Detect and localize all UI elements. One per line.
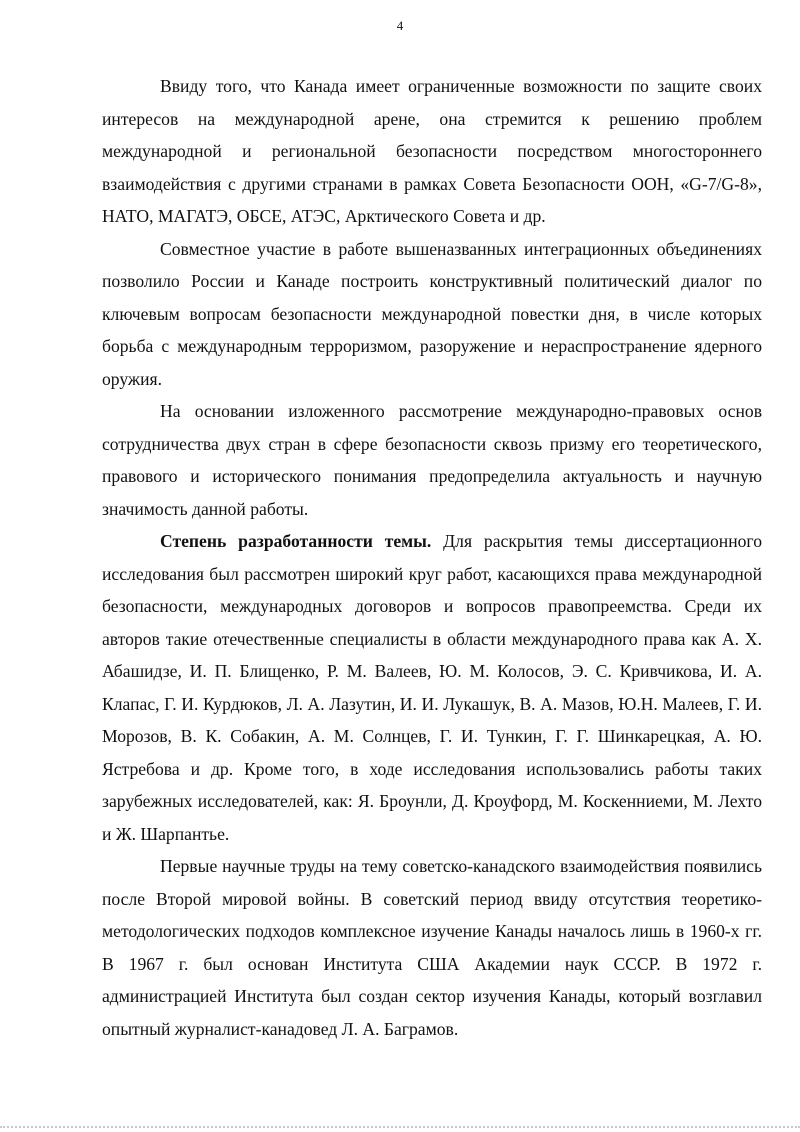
paragraph: [102, 233, 762, 396]
page-number: 4: [396, 18, 404, 33]
section-heading: Степень разработанности темы.: [160, 531, 432, 551]
paragraph-text: На основании изложенного рассмотрение международно-правовых основ сотрудничества двух стран в сфере безопасности сквозь призму его теоретического, правового и исторического понимания предопределила актуальность и научную значимость данной работы.: [102, 401, 762, 519]
paragraph-text: Первые научные труды на тему советско-канадского взаимодействия появились после Второй мировой войны. В советский период ввиду отсутствия теоретико-методологических подходов комплексное изучение Канады началось лишь в 1960-х гг. В 1967 г. был основан Института США Академии наук СССР. В 1972 г. администрацией Института был создан сектор изучения Канады, который возглавил опытный журналист-канадовед Л. А. Баграмов.: [102, 856, 762, 1039]
paragraph-text: Ввиду того, что Канада имеет ограниченные возможности по защите своих интересов на международной арене, она стремится к решению проблем международной и региональной безопасности посредством многостороннего взаимодействия с другими странами в рамках Совета Безопасности ООН, «G-7/G-8», НАТО, МАГАТЭ, ОБСЕ, АТЭС, Арктического Совета и др.: [102, 76, 762, 226]
paragraph: [102, 70, 762, 233]
paragraph: [102, 850, 762, 1045]
document-body: [102, 70, 762, 1045]
paragraph: [102, 525, 762, 850]
page-bottom-edge: [0, 1126, 800, 1128]
paragraph-text: Для раскрытия темы диссертационного исследования был рассмотрен широкий круг работ, касающихся права международной безопасности, международных договоров и вопросов правопреемства. Среди их авторов такие отечественные специалисты в области международного права как А. Х. Абашидзе, И. П. Блищенко, Р. М. Валеев, Ю. М. Колосов, Э. С. Кривчикова, И. А. Клапас, Г. И. Курдюков, Л. А. Лазутин, И. И. Лукашук, В. А. Мазов, Ю.Н. Малеев, Г. И. Морозов, В. К. Собакин, А. М. Солнцев, Г. И. Тункин, Г. Г. Шинкарецкая, А. Ю. Ястребова и др. Кроме того, в ходе исследования использовались работы таких зарубежных исследователей, как: Я. Броунли, Д. Кроуфорд, М. Коскенниеми, М. Лехто и Ж. Шарпантье.: [102, 531, 763, 844]
paragraph: [102, 395, 762, 525]
paragraph-text: Совместное участие в работе вышеназванных интеграционных объединениях позволило России и Канаде построить конструктивный политический диалог по ключевым вопросам безопасности международной повестки дня, в числе которых борьба с международным терроризмом, разоружение и нераспространение ядерного оружия.: [102, 238, 762, 389]
